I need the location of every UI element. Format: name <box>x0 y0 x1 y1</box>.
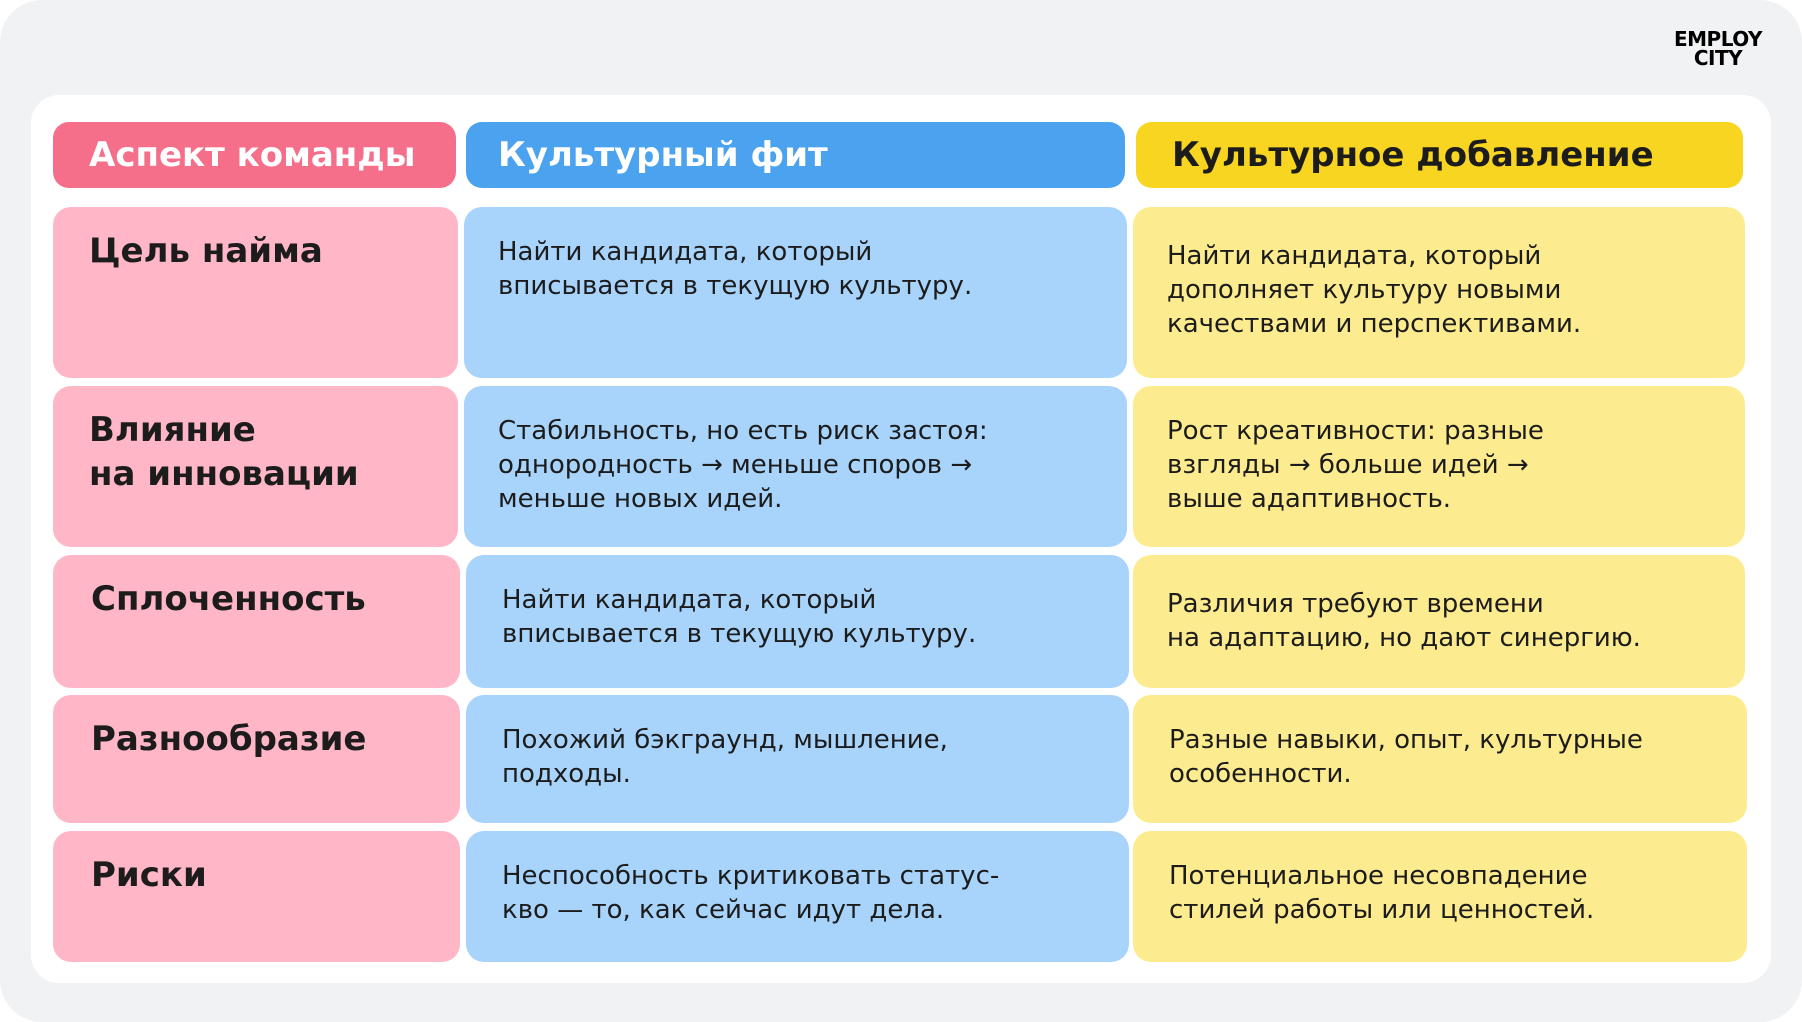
header-aspect: Аспект команды <box>53 122 456 188</box>
row-fit-line: Найти кандидата, который <box>502 585 877 615</box>
row-fit-line: кво — то, как сейчас идут дела. <box>502 895 945 925</box>
header-culture-fit: Культурный фит <box>466 122 1125 188</box>
header-culture-add: Культурное добавление <box>1136 122 1743 188</box>
row-fit-line: Найти кандидата, который <box>498 237 873 267</box>
row-aspect-line: на инновации <box>89 454 359 494</box>
row-fit-cell <box>464 207 1127 378</box>
row-fit-line: подходы. <box>502 759 631 789</box>
row-fit-cell <box>464 386 1127 547</box>
row-add-line: Найти кандидата, который <box>1167 241 1542 271</box>
row-aspect <box>53 831 460 962</box>
row-fit-line: меньше новых идей. <box>498 484 783 514</box>
row-aspect-line: Влияние <box>89 410 256 450</box>
row-aspect-line: Разнообразие <box>91 719 367 759</box>
row-add-cell <box>1133 386 1745 547</box>
row-fit-line: вписывается в текущую культуру. <box>502 619 977 649</box>
row-aspect <box>53 695 460 823</box>
row-fit-cell <box>466 695 1129 823</box>
row-aspect <box>53 555 460 688</box>
row-fit-cell <box>466 555 1129 688</box>
row-add-line: особенности. <box>1169 759 1352 789</box>
row-add-line: Разные навыки, опыт, культурные <box>1169 725 1643 755</box>
row-add-line: дополняет культуру новыми <box>1167 275 1562 305</box>
row-aspect-line: Сплоченность <box>91 579 366 619</box>
row-aspect-line: Риски <box>91 855 207 895</box>
row-fit-line: Неспособность критиковать статус- <box>502 861 1000 891</box>
row-add-cell <box>1133 831 1747 962</box>
row-fit-line: однородность → меньше споров → <box>498 450 973 480</box>
row-add-cell <box>1133 207 1745 378</box>
employcity-logo <box>1658 27 1778 70</box>
row-aspect <box>53 207 458 378</box>
logo-line-1: EMPLOY <box>1673 27 1763 51</box>
row-add-cell <box>1133 555 1745 688</box>
row-aspect <box>53 386 458 547</box>
row-add-line: стилей работы или ценностей. <box>1169 895 1595 925</box>
row-aspect-line: Цель найма <box>89 231 323 271</box>
row-add-line: Потенциальное несовпадение <box>1169 861 1588 891</box>
row-add-cell <box>1133 695 1747 823</box>
row-fit-line: Похожий бэкграунд, мышление, <box>502 725 948 755</box>
row-add-line: качествами и перспективами. <box>1167 309 1582 339</box>
row-add-line: взгляды → больше идей → <box>1167 450 1529 480</box>
row-fit-cell <box>466 831 1129 962</box>
logo-line-2: CITY <box>1693 46 1743 70</box>
row-add-line: Рост креативности: разные <box>1167 416 1544 446</box>
row-fit-line: вписывается в текущую культуру. <box>498 271 973 301</box>
row-add-line: выше адаптивность. <box>1167 484 1452 514</box>
row-add-line: на адаптацию, но дают синергию. <box>1167 623 1641 653</box>
row-add-line: Различия требуют времени <box>1167 589 1544 619</box>
row-fit-line: Стабильность, но есть риск застоя: <box>498 416 988 446</box>
